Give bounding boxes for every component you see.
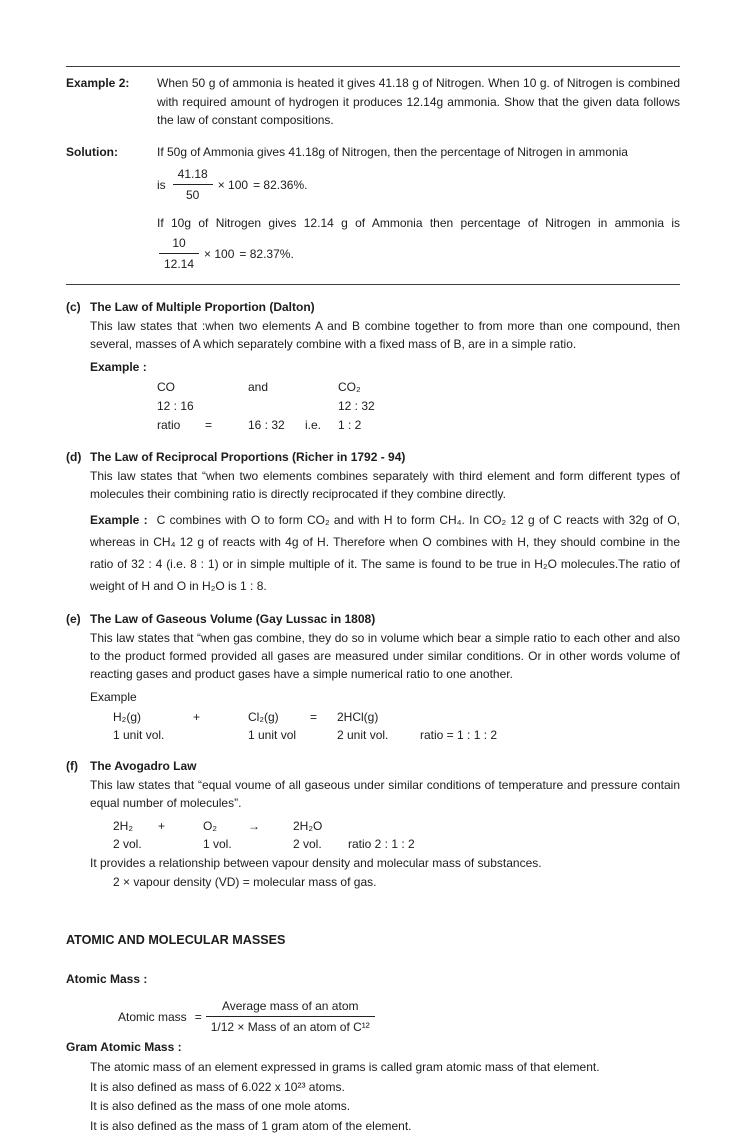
definition-line: The atomic mass of an element expressed in grams is called gram atomic mass of that element. bbox=[90, 1058, 680, 1078]
section-f-heading bbox=[66, 757, 680, 775]
section-e-body bbox=[90, 629, 680, 744]
table-cell bbox=[305, 378, 338, 397]
definition-line: It is also defined as the mass of 1 gram atom of the element. bbox=[90, 1117, 680, 1136]
section-d bbox=[66, 448, 680, 597]
table-cell: 12 : 16 bbox=[157, 397, 205, 416]
equation-cell bbox=[158, 835, 203, 853]
section-d-example bbox=[90, 509, 680, 597]
section-c-paragraph: This law states that :when two elements A and B combine together to from more than one compound, then several, masses of A which separately combine with a fixed mass of B, are in a simple ratio. bbox=[90, 317, 680, 353]
formula-lhs: Atomic mass bbox=[118, 1008, 187, 1026]
table-cell: 16 : 32 bbox=[248, 416, 305, 435]
solution-formula-2 bbox=[157, 234, 680, 273]
equation-cell: 1 unit vol. bbox=[113, 726, 193, 744]
equation-cell: H₂(g) bbox=[113, 708, 193, 726]
definition-line: It is also defined as mass of 6.022 x 10²³ atoms. bbox=[90, 1078, 680, 1098]
fraction-numerator: 10 bbox=[159, 234, 199, 254]
section-c-body bbox=[90, 317, 680, 435]
table-cell: CO bbox=[157, 378, 205, 397]
equation-cell bbox=[348, 817, 680, 835]
solution-label: Solution: bbox=[66, 143, 157, 162]
equation-cell: Cl₂(g) bbox=[248, 708, 310, 726]
equation-cell: 2 vol. bbox=[293, 835, 348, 853]
fraction-numerator: Average mass of an atom bbox=[206, 997, 375, 1017]
table-cell: ratio bbox=[157, 416, 205, 435]
equation-cell: 2 vol. bbox=[113, 835, 158, 853]
fraction bbox=[159, 234, 199, 273]
example-2-row bbox=[66, 74, 680, 130]
equation-cell: + bbox=[193, 708, 248, 726]
table-cell: and bbox=[248, 378, 305, 397]
example-2-block bbox=[66, 66, 680, 285]
formula-multiplier: × 100 bbox=[204, 245, 234, 263]
section-e-marker: (e) bbox=[66, 610, 90, 628]
fraction bbox=[206, 997, 375, 1036]
section-d-heading bbox=[66, 448, 680, 466]
table-cell: = bbox=[205, 416, 248, 435]
fraction-numerator: 41.18 bbox=[173, 165, 213, 185]
section-e bbox=[66, 610, 680, 744]
section-d-paragraph: This law states that “when two elements combines separately with third element and form different types of molecules their combining ratio is directly reciprocated if they combine directly. bbox=[90, 467, 680, 503]
equation-cell: = bbox=[310, 708, 337, 726]
section-d-marker: (d) bbox=[66, 448, 90, 466]
table-cell bbox=[205, 397, 248, 416]
atomic-mass-formula bbox=[118, 997, 680, 1036]
section-e-example-label: Example bbox=[90, 688, 680, 706]
equation-cell: → bbox=[248, 817, 293, 835]
definition-line: It is also defined as the mass of one mole atoms. bbox=[90, 1097, 680, 1117]
equation-cell: 1 unit vol bbox=[248, 726, 310, 744]
section-d-example-label: Example : bbox=[90, 513, 148, 527]
equation-cell: 2HCl(g) bbox=[337, 708, 420, 726]
table-cell: 1 : 2 bbox=[338, 416, 680, 435]
section-f-marker: (f) bbox=[66, 757, 90, 775]
section-c-example-label: Example : bbox=[90, 358, 680, 376]
gram-atomic-mass-lines bbox=[66, 1058, 680, 1136]
equation-cell: ratio 2 : 1 : 2 bbox=[348, 835, 680, 853]
solution-formula-1 bbox=[157, 165, 680, 204]
equation-cell: 1 vol. bbox=[203, 835, 248, 853]
section-c bbox=[66, 298, 680, 435]
table-cell bbox=[205, 378, 248, 397]
atomic-mass-label: Atomic Mass : bbox=[66, 970, 680, 988]
section-f-note-1: It provides a relationship between vapour density and molecular mass of substances. bbox=[90, 854, 680, 872]
formula-prefix: is bbox=[157, 176, 166, 194]
equation-cell: 2 unit vol. bbox=[337, 726, 420, 744]
equation-cell: + bbox=[158, 817, 203, 835]
table-cell bbox=[248, 397, 305, 416]
section-e-title: The Law of Gaseous Volume (Gay Lussac in 1808) bbox=[90, 610, 375, 628]
section-d-title: The Law of Reciprocal Proportions (Richer in 1792 - 94) bbox=[90, 448, 405, 466]
equation-cell bbox=[420, 708, 680, 726]
section-d-body bbox=[90, 467, 680, 597]
solution-line-1: If 50g of Ammonia gives 41.18g of Nitrogen, then the percentage of Nitrogen in ammonia bbox=[157, 143, 680, 162]
solution-row bbox=[66, 143, 680, 162]
equation-cell: O₂ bbox=[203, 817, 248, 835]
formula-multiplier: × 100 bbox=[218, 176, 248, 194]
equals-sign: = bbox=[195, 1008, 202, 1026]
solution-line-2: If 10g of Nitrogen gives 12.14 g of Ammonia then percentage of Nitrogen in ammonia is bbox=[157, 214, 680, 232]
gaseous-volume-equation bbox=[113, 708, 680, 744]
section-f-body bbox=[90, 776, 680, 891]
fraction-denominator: 50 bbox=[173, 185, 213, 204]
table-cell: CO₂ bbox=[338, 378, 680, 397]
section-f-paragraph: This law states that “equal voume of all gaseous under similar conditions of temperature and pressure contain equal number of molecules”. bbox=[90, 776, 680, 812]
document-page bbox=[66, 66, 680, 1136]
formula-result: = 82.37%. bbox=[239, 245, 293, 263]
section-f bbox=[66, 757, 680, 891]
fraction-denominator: 1/12 × Mass of an atom of C¹² bbox=[206, 1017, 375, 1036]
equation-cell: ratio = 1 : 1 : 2 bbox=[420, 726, 680, 744]
table-cell: 12 : 32 bbox=[338, 397, 680, 416]
section-e-heading bbox=[66, 610, 680, 628]
table-cell: i.e. bbox=[305, 416, 338, 435]
example-2-text: When 50 g of ammonia is heated it gives 41.18 g of Nitrogen. When 10 g. of Nitrogen is combined with required amount of hydrogen it produces 12.14g ammonia. Show that the given data follows the law of constant compositions. bbox=[157, 74, 680, 130]
multiple-proportion-table bbox=[157, 378, 680, 435]
section-d-example-text: C combines with O to form CO₂ and with H to form CH₄. In CO₂ 12 g of C reacts with 32g of O, whereas in CH₄ 12 g of reacts with 4g of H. Therefore when O combines with H, they should combine in the ratio of 32 : 4 (i.e. 8 : 1) or in simple multiple of it. The same is found to be true in H₂O molecules.The ratio of weight of H and O in H₂O is 1 : 8. bbox=[90, 513, 680, 593]
table-cell bbox=[305, 397, 338, 416]
equation-cell: 2H₂ bbox=[113, 817, 158, 835]
section-f-title: The Avogadro Law bbox=[90, 757, 196, 775]
formula-result: = 82.36%. bbox=[253, 176, 307, 194]
section-c-title: The Law of Multiple Proportion (Dalton) bbox=[90, 298, 315, 316]
section-c-heading bbox=[66, 298, 680, 316]
avogadro-equation bbox=[113, 817, 680, 853]
equation-cell bbox=[193, 726, 248, 744]
example-2-label: Example 2: bbox=[66, 74, 157, 130]
equation-cell bbox=[310, 726, 337, 744]
atomic-masses-heading: ATOMIC AND MOLECULAR MASSES bbox=[66, 931, 680, 949]
section-c-marker: (c) bbox=[66, 298, 90, 316]
section-e-paragraph: This law states that “when gas combine, they do so in volume which bear a simple ratio to each other and also to the product formed provided all gases are measured under similar conditions. Or in other words volume of reacting gases and product gases have a simple numerical ratio to one another. bbox=[90, 629, 680, 683]
atomic-masses-section bbox=[66, 931, 680, 1136]
gram-atomic-mass-label: Gram Atomic Mass : bbox=[66, 1038, 680, 1056]
equation-cell bbox=[248, 835, 293, 853]
fraction-denominator: 12.14 bbox=[159, 254, 199, 273]
equation-cell: 2H₂O bbox=[293, 817, 348, 835]
section-f-note-2: 2 × vapour density (VD) = molecular mass of gas. bbox=[113, 873, 680, 891]
fraction bbox=[173, 165, 213, 204]
